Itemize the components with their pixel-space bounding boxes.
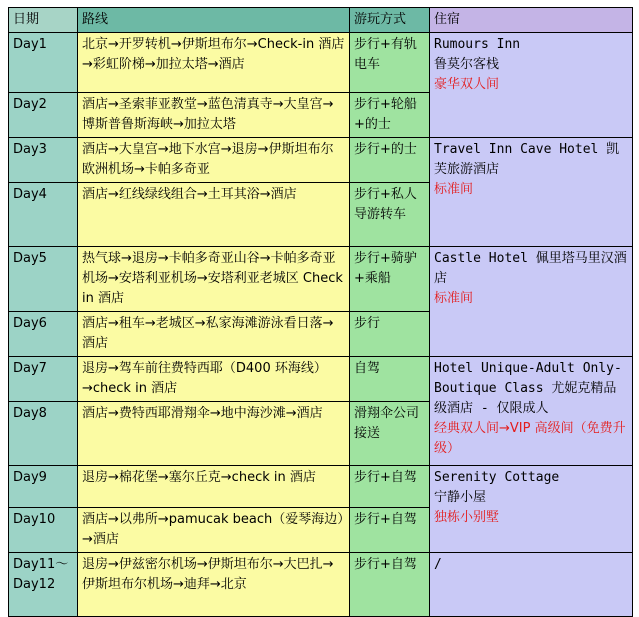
day-cell: Day6 bbox=[9, 312, 78, 357]
header-hotel: 住宿 bbox=[430, 8, 633, 33]
route-cell: 北京→开罗转机→伊斯坦布尔→Check-in 酒店→彩虹阶梯→加拉太塔→酒店 bbox=[78, 33, 350, 93]
table-row bbox=[9, 357, 633, 402]
day-cell: Day8 bbox=[9, 402, 78, 466]
hotel-name-en: Serenity Cottage bbox=[434, 470, 560, 485]
route-cell: 酒店→租车→老城区→私家海滩游泳看日落→酒店 bbox=[78, 312, 350, 357]
room-type: 经典双人间→VIP 高级间（免费升级） bbox=[434, 421, 626, 456]
header-mode: 游玩方式 bbox=[350, 8, 430, 33]
table-row bbox=[9, 247, 633, 312]
header-day: 日期 bbox=[9, 8, 78, 33]
mode-cell: 步行 bbox=[350, 312, 430, 357]
hotel-name: / bbox=[434, 557, 442, 572]
header-route: 路线 bbox=[78, 8, 350, 33]
day-cell: Day11～Day12 bbox=[9, 553, 78, 617]
room-type: 豪华双人间 bbox=[434, 77, 500, 92]
hotel-cell bbox=[430, 357, 633, 466]
day-cell: Day4 bbox=[9, 183, 78, 247]
hotel-name-cn: 宁静小屋 bbox=[434, 490, 487, 505]
table-row bbox=[9, 138, 633, 183]
itinerary-table bbox=[8, 7, 633, 617]
hotel-name-en: Rumours Inn bbox=[434, 37, 521, 52]
route-cell: 酒店→费特西耶滑翔伞→地中海沙滩→酒店 bbox=[78, 402, 350, 466]
mode-cell: 步行+骑驴+乘船 bbox=[350, 247, 430, 312]
route-cell: 酒店→圣索菲亚教堂→蓝色清真寺→大皇宫→博斯普鲁斯海峡→加拉太塔 bbox=[78, 93, 350, 138]
table-row bbox=[9, 33, 633, 93]
day-cell: Day7 bbox=[9, 357, 78, 402]
day-cell: Day3 bbox=[9, 138, 78, 183]
mode-cell: 步行+自驾 bbox=[350, 466, 430, 508]
route-cell: 退房→伊兹密尔机场→伊斯坦布尔→大巴扎→伊斯坦布尔机场→迪拜→北京 bbox=[78, 553, 350, 617]
day-cell: Day2 bbox=[9, 93, 78, 138]
route-cell: 热气球→退房→卡帕多奇亚山谷→卡帕多奇亚机场→安塔利亚机场→安塔利亚老城区 Check in 酒店 bbox=[78, 247, 350, 312]
room-type: 标准间 bbox=[434, 182, 474, 197]
day-cell: Day1 bbox=[9, 33, 78, 93]
hotel-cell bbox=[430, 247, 633, 357]
mode-cell: 步行+的士 bbox=[350, 138, 430, 183]
hotel-name: Travel Inn Cave Hotel 凯芙旅游酒店 bbox=[434, 142, 620, 177]
mode-cell: 步行+轮船+的士 bbox=[350, 93, 430, 138]
route-cell: 退房→棉花堡→塞尔丘克→check in 酒店 bbox=[78, 466, 350, 508]
room-type: 标准间 bbox=[434, 291, 474, 306]
route-cell: 酒店→大皇宫→地下水宫→退房→伊斯坦布尔欧洲机场→卡帕多奇亚 bbox=[78, 138, 350, 183]
mode-cell: 步行+自驾 bbox=[350, 508, 430, 553]
header-row bbox=[9, 8, 633, 33]
mode-cell: 步行+私人导游转车 bbox=[350, 183, 430, 247]
mode-cell: 步行+有轨电车 bbox=[350, 33, 430, 93]
hotel-name: Hotel Unique-Adult Only-Boutique Class 尤妮克精品级酒店 - 仅限成人 bbox=[434, 361, 622, 416]
hotel-cell bbox=[430, 138, 633, 247]
route-cell: 酒店→红线绿线组合→土耳其浴→酒店 bbox=[78, 183, 350, 247]
hotel-name-cn: 鲁莫尔客栈 bbox=[434, 57, 500, 72]
hotel-name: Castle Hotel 佩里塔马里汉酒店 bbox=[434, 251, 627, 286]
hotel-cell bbox=[430, 553, 633, 617]
day-cell: Day5 bbox=[9, 247, 78, 312]
mode-cell: 自驾 bbox=[350, 357, 430, 402]
mode-cell: 步行+自驾 bbox=[350, 553, 430, 617]
room-type: 独栋小别墅 bbox=[434, 510, 500, 525]
hotel-cell bbox=[430, 33, 633, 138]
table-row bbox=[9, 553, 633, 617]
route-cell: 退房→驾车前往费特西耶（D400 环海线）→check in 酒店 bbox=[78, 357, 350, 402]
day-cell: Day10 bbox=[9, 508, 78, 553]
table-row bbox=[9, 466, 633, 508]
day-cell: Day9 bbox=[9, 466, 78, 508]
hotel-cell bbox=[430, 466, 633, 553]
route-cell: 酒店→以弗所→pamucak beach（爱琴海边）→酒店 bbox=[78, 508, 350, 553]
mode-cell: 滑翔伞公司接送 bbox=[350, 402, 430, 466]
